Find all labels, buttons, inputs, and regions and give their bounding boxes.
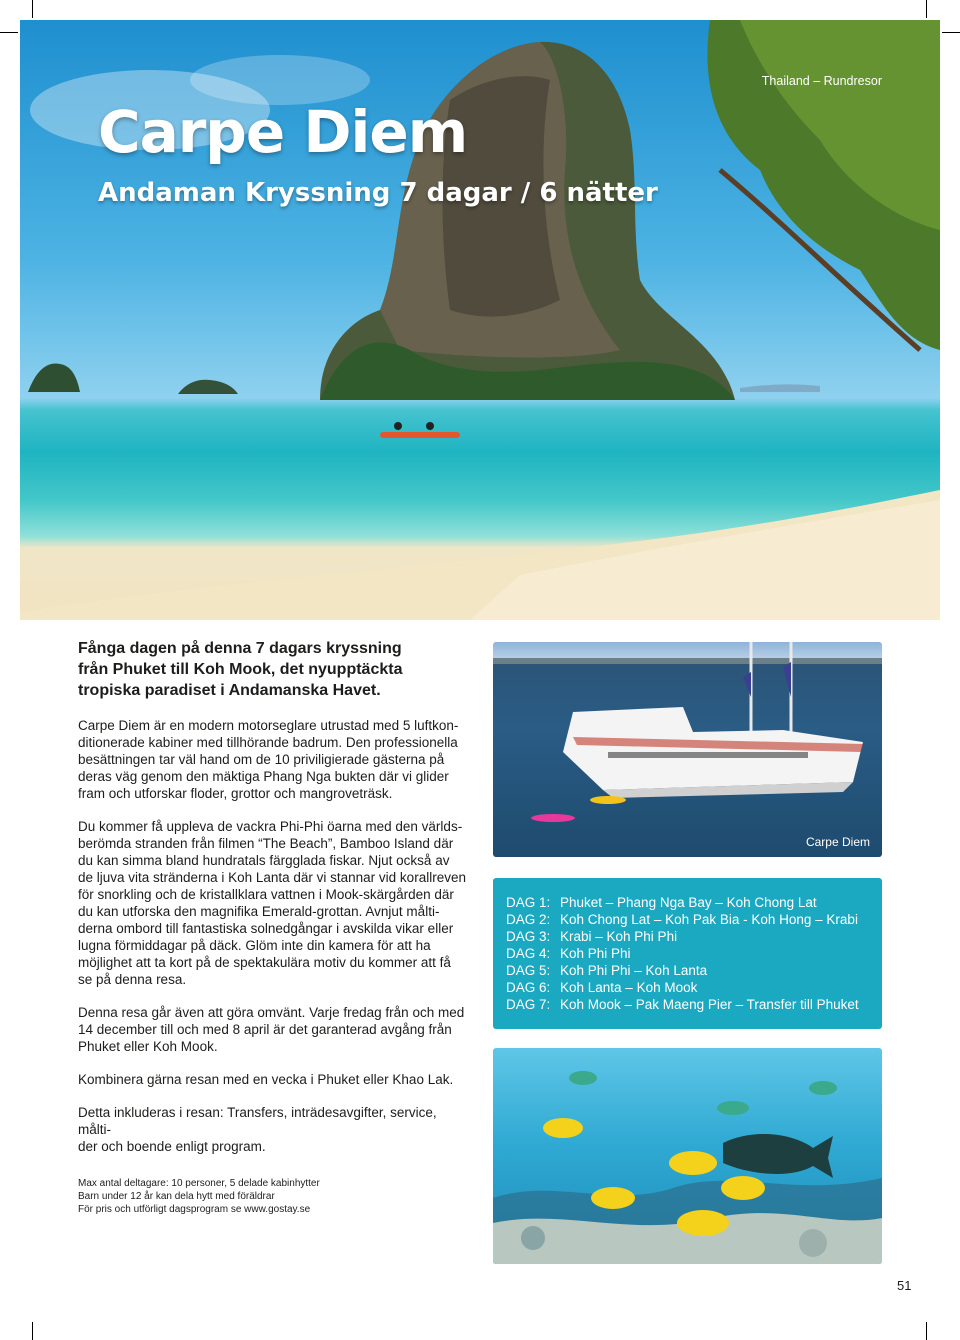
itinerary-day: DAG 1:: [506, 895, 551, 910]
paragraph-boat: [78, 717, 473, 802]
page-subtitle: Andaman Kryssning 7 dagar / 6 nätter: [98, 178, 658, 208]
boat-photo: [493, 642, 882, 857]
text-line: se på denna resa.: [78, 972, 187, 987]
paragraph-experience: [78, 818, 473, 988]
itinerary-route: Koh Lanta – Koh Mook: [560, 980, 698, 995]
text-line: de ljuva vita stränderna i Koh Lanta där vi stannar vid korallreven: [78, 870, 466, 885]
crop-mark: [926, 0, 927, 18]
text-line: lugna förmiddagar på däck. Glöm inte din kamera för att ha: [78, 938, 431, 953]
text-line: derna ombord till fantastiska solnedgångar i avskilda vikar eller: [78, 921, 454, 936]
text-line: Carpe Diem är en modern motorseglare utrustad med 5 luftkon-: [78, 718, 459, 733]
reef-scene: [493, 1048, 882, 1264]
crop-mark: [942, 32, 960, 33]
itinerary-day: DAG 6:: [506, 980, 551, 995]
crop-mark: [32, 0, 33, 18]
small-print-line: Max antal deltagare: 10 personer, 5 delade kabinhytter: [78, 1178, 320, 1189]
text-line: du kan simma bland hundratals färgglada fiskar. Njut också av: [78, 853, 450, 868]
text-line: 14 december till och med 8 april är det garanterad avgång från: [78, 1022, 452, 1037]
text-line: deras väg genom den mäktiga Phang Nga bukten där vi glider: [78, 769, 449, 784]
small-print-line: För pris och utförligt dagsprogram se www.gostay.se: [78, 1204, 311, 1215]
itinerary-row: [506, 945, 882, 962]
text-line: berömda stranden från filmen “The Beach”, Bamboo Island där: [78, 836, 454, 851]
paragraph-included: [78, 1104, 473, 1155]
lead-paragraph: [78, 638, 473, 701]
page-title: Carpe Diem: [98, 98, 468, 166]
itinerary-row: [506, 962, 882, 979]
text-line: Denna resa går även att göra omvänt. Varje fredag från och med: [78, 1005, 465, 1020]
text-line: du kan utforska den magnifika Emerald-grottan. Avnjut målti-: [78, 904, 440, 919]
reef-fish-photo: [493, 1048, 882, 1264]
itinerary-day: DAG 3:: [506, 929, 551, 944]
small-print-line: Barn under 12 år kan dela hytt med föräldrar: [78, 1191, 275, 1202]
itinerary-row: [506, 894, 882, 911]
text-line: ditionerade kabiner med tillhörande badrum. Den professionella: [78, 735, 458, 750]
itinerary-row: [506, 979, 882, 996]
itinerary-box: [493, 878, 882, 1029]
crop-mark: [926, 1322, 927, 1340]
lead-line: tropiska paradiset i Andamanska Havet.: [78, 682, 381, 699]
lead-line: från Phuket till Koh Mook, det nyupptäckta: [78, 661, 403, 678]
text-line: möjlighet att ta kort på de spektakulära motiv du kommer att få: [78, 955, 451, 970]
itinerary-row: [506, 928, 882, 945]
text-line: Kombinera gärna resan med en vecka i Phuket eller Khao Lak.: [78, 1072, 454, 1087]
article-body: [78, 638, 473, 1216]
lead-line: Fånga dagen på denna 7 dagars kryssning: [78, 640, 402, 657]
text-line: för snorkling och de kristallklara vattnen i Mook-skärgården där: [78, 887, 454, 902]
paragraph-reverse: [78, 1004, 473, 1055]
itinerary-day: DAG 7:: [506, 997, 551, 1012]
text-line: Phuket eller Koh Mook.: [78, 1039, 218, 1054]
small-print: [78, 1177, 473, 1216]
hero-photo: [20, 20, 940, 620]
itinerary-route: Phuket – Phang Nga Bay – Koh Chong Lat: [560, 895, 817, 910]
boat-caption: Carpe Diem: [805, 835, 870, 849]
paragraph-combine: [78, 1071, 473, 1088]
text-line: besättningen tar väl hand om de 10 priviligierade gästerna på: [78, 752, 445, 767]
boat-scene: [493, 642, 882, 857]
text-line: Detta inkluderas i resan: Transfers, inträdesavgifter, service, målti-: [78, 1105, 437, 1137]
crop-mark: [0, 32, 18, 33]
itinerary-route: Koh Mook – Pak Maeng Pier – Transfer till Phuket: [560, 997, 859, 1012]
itinerary-row: [506, 911, 882, 928]
itinerary-route: Koh Phi Phi – Koh Lanta: [560, 963, 708, 978]
breadcrumb: Thailand – Rundresor: [761, 74, 882, 88]
itinerary-route: Koh Chong Lat – Koh Pak Bia - Koh Hong – Krabi: [560, 912, 858, 927]
itinerary-day: DAG 5:: [506, 963, 551, 978]
crop-mark: [32, 1322, 33, 1340]
page-number: 51: [897, 1278, 912, 1293]
itinerary-route: Koh Phi Phi: [560, 946, 631, 961]
text-line: fram och utforskar floder, grottor och mangroveträsk.: [78, 786, 393, 801]
text-line: der och boende enligt program.: [78, 1139, 266, 1154]
text-line: Du kommer få uppleva de vackra Phi-Phi öarna med den världs-: [78, 819, 463, 834]
itinerary-day: DAG 2:: [506, 912, 551, 927]
itinerary-route: Krabi – Koh Phi Phi: [560, 929, 678, 944]
itinerary-row: [506, 996, 882, 1013]
itinerary-day: DAG 4:: [506, 946, 551, 961]
